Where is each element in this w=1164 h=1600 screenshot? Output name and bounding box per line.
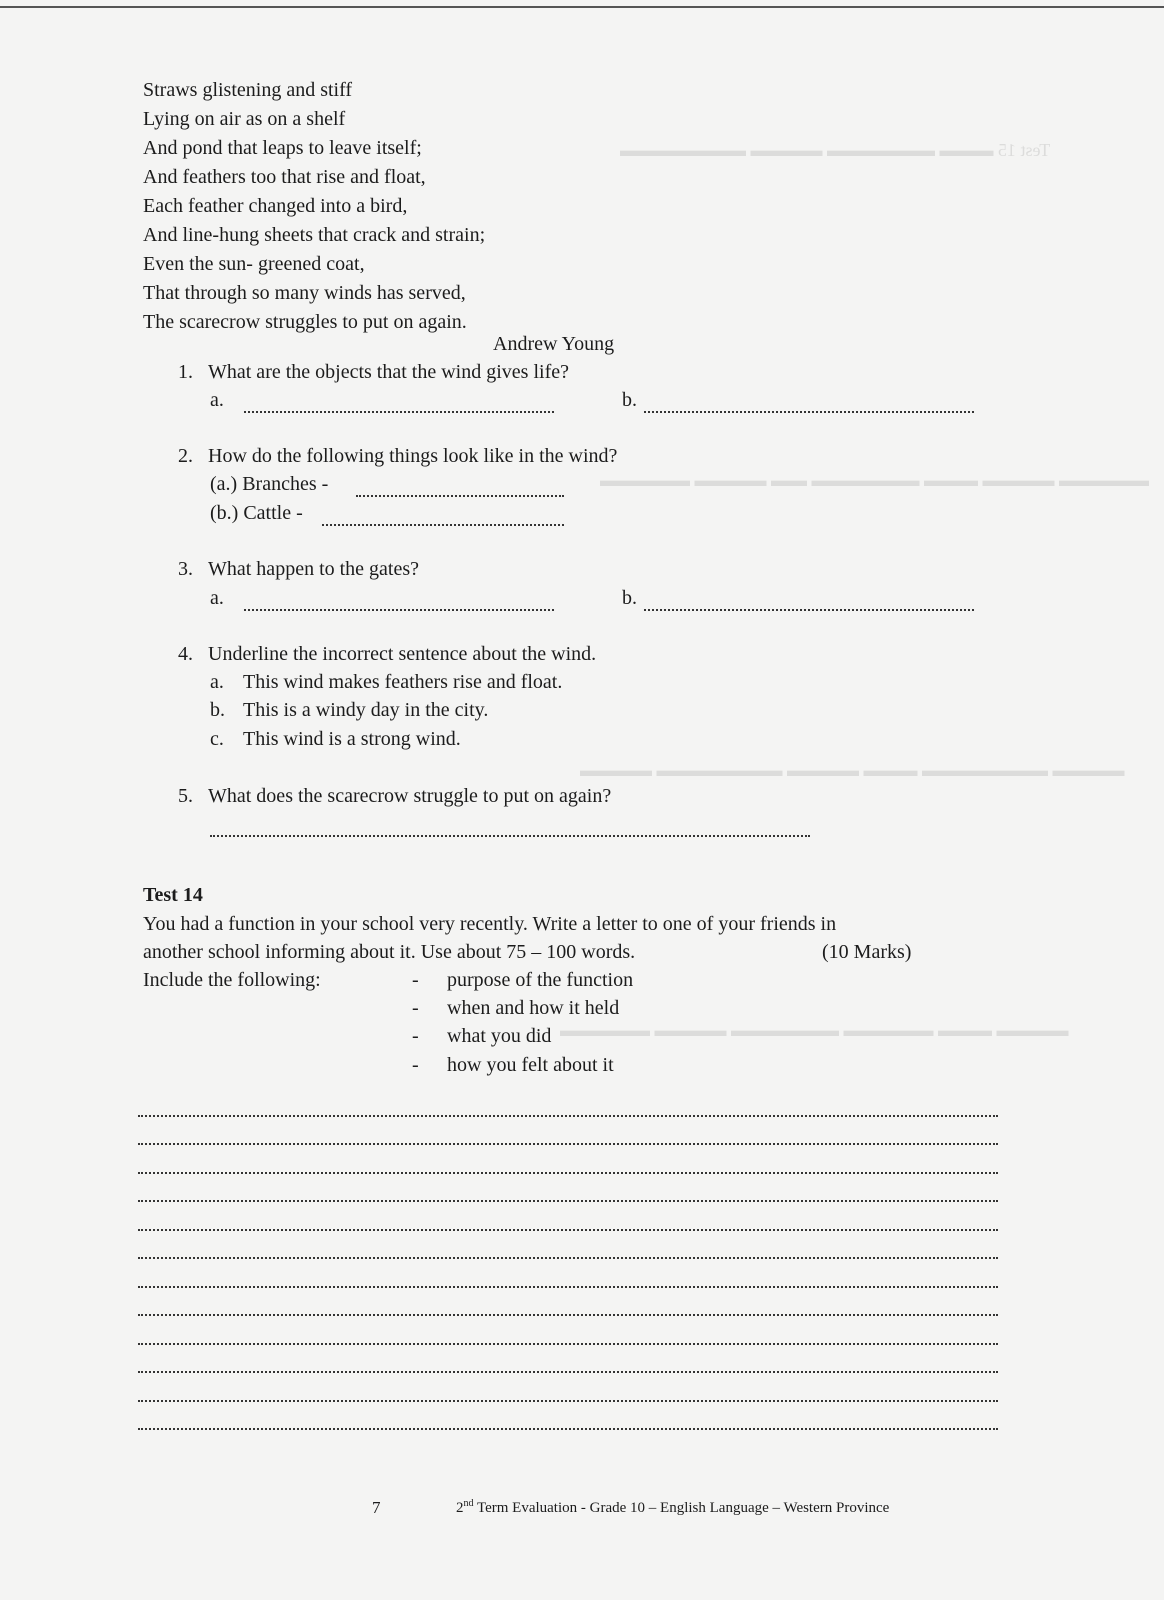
question-text: What does the scarecrow struggle to put on again? [208, 785, 612, 807]
bullet-item: purpose of the function [447, 969, 634, 991]
bullet-dash: - [412, 1025, 419, 1047]
poem-line: Lying on air as on a shelf [143, 108, 346, 130]
bullet-item: how you felt about it [447, 1054, 614, 1076]
poem-line: That through so many winds has served, [143, 282, 466, 304]
question-text: What happen to the gates? [208, 558, 420, 580]
answer-a-label: a. [210, 587, 224, 609]
poem-lines [143, 76, 485, 337]
option-label: b. [210, 699, 225, 721]
option-a-text[interactable]: This wind makes feathers rise and float. [243, 671, 563, 693]
poem-line: Each feather changed into a bird, [143, 195, 408, 217]
writing-line[interactable] [138, 1259, 998, 1288]
question-text: What are the objects that the wind gives life? [208, 361, 569, 383]
answer-blank-3a[interactable] [244, 587, 554, 611]
answer-b-label: b. [622, 587, 637, 609]
page-number: 7 [372, 1498, 381, 1517]
writing-line[interactable] [138, 1202, 998, 1231]
writing-line[interactable] [138, 1402, 998, 1431]
question-number: 2. [178, 445, 193, 467]
writing-line[interactable] [138, 1288, 998, 1317]
poem-line: And feathers too that rise and float, [143, 166, 426, 188]
poem-line: Straws glistening and stiff [143, 79, 353, 101]
writing-line[interactable] [138, 1373, 998, 1402]
writing-line[interactable] [138, 1088, 998, 1117]
answer-blank-1b[interactable] [644, 389, 974, 413]
bullet-dash: - [412, 969, 419, 991]
footer-term-sup: nd [463, 1498, 474, 1509]
option-label: c. [210, 728, 224, 750]
answer-blank-2a[interactable] [356, 473, 564, 497]
instruction-line-2: another school informing about it. Use about 75 – 100 words. [143, 941, 636, 963]
question-2 [178, 445, 617, 468]
bleed-through-text: Test 15 ▬▬▬ ▬▬▬▬▬▬ ▬▬▬▬ ▬▬▬▬▬▬▬ [620, 140, 1051, 160]
writing-line[interactable] [138, 1316, 998, 1345]
writing-line[interactable] [138, 1145, 998, 1174]
question-text: How do the following things look like in the wind? [208, 445, 618, 467]
writing-line[interactable] [138, 1231, 998, 1260]
question-number: 5. [178, 785, 193, 807]
section-heading: Test 14 [143, 884, 203, 906]
answer-blank-3b[interactable] [644, 587, 974, 611]
writing-line[interactable] [138, 1174, 998, 1203]
question-text: Underline the incorrect sentence about the wind. [208, 643, 597, 665]
instruction-line-1: You had a function in your school very recently. Write a letter to one of your friends in [143, 913, 837, 935]
answer-blank-1a[interactable] [244, 389, 554, 413]
poem-line: The scarecrow struggles to put on again. [143, 311, 467, 333]
cattle-label: (b.) Cattle - [210, 502, 303, 524]
include-label: Include the following: [143, 969, 321, 991]
option-c-text[interactable]: This wind is a strong wind. [243, 728, 461, 750]
letter-writing-area[interactable] [138, 1088, 998, 1430]
question-5 [178, 785, 611, 808]
bullet-dash: - [412, 1054, 419, 1076]
question-3 [178, 558, 419, 581]
footer-title: Term Evaluation - Grade 10 – English Language – Western Province [473, 1500, 890, 1516]
poem-line: And line-hung sheets that crack and strain; [143, 224, 486, 246]
footer-term: 2 [456, 1500, 464, 1516]
top-border [0, 6, 1164, 8]
poem-line: And pond that leaps to leave itself; [143, 137, 422, 159]
footer-text [456, 1498, 889, 1517]
question-number: 1. [178, 361, 193, 383]
question-1 [178, 361, 569, 384]
writing-line[interactable] [138, 1117, 998, 1146]
answer-blank-2b[interactable] [322, 502, 564, 526]
question-number: 3. [178, 558, 193, 580]
branches-label: (a.) Branches - [210, 473, 329, 495]
poem-author: Andrew Young [493, 333, 615, 355]
writing-line[interactable] [138, 1345, 998, 1374]
option-b-text[interactable]: This is a windy day in the city. [243, 699, 489, 721]
answer-a-label: a. [210, 389, 224, 411]
bullet-item: when and how it held [447, 997, 620, 1019]
bleed-through-text: ▬▬▬▬▬ ▬▬▬▬ ▬▬▬ ▬▬▬▬▬▬ ▬▬ ▬▬▬▬ ▬▬▬▬▬ [600, 470, 1149, 490]
bullet-dash: - [412, 997, 419, 1019]
question-4 [178, 643, 596, 666]
option-label: a. [210, 671, 224, 693]
bullet-item: what you did [447, 1025, 552, 1047]
bleed-through-text: ▬▬▬▬ ▬▬▬▬▬▬▬ ▬▬▬ ▬▬▬▬ ▬▬▬▬▬▬▬ ▬▬▬▬ [580, 760, 1125, 780]
poem-line: Even the sun- greened coat, [143, 253, 365, 275]
bleed-through-text: ▬▬▬▬ ▬▬▬ ▬▬▬▬▬ ▬▬▬▬▬▬ ▬▬▬▬ ▬▬▬▬▬ [560, 1020, 1069, 1040]
answer-b-label: b. [622, 389, 637, 411]
question-number: 4. [178, 643, 193, 665]
answer-blank-5[interactable] [210, 813, 810, 837]
marks-label: (10 Marks) [822, 941, 912, 963]
